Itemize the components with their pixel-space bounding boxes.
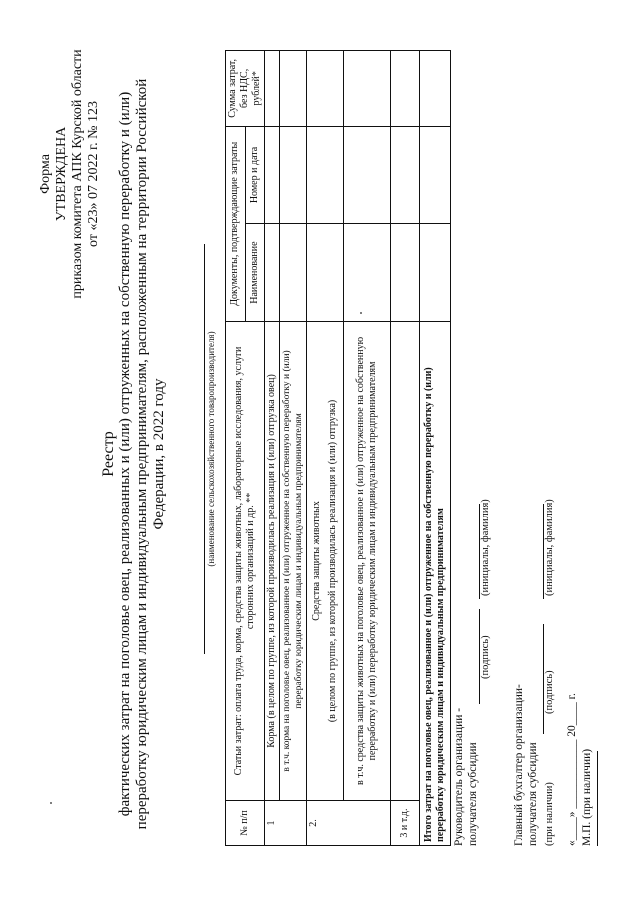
accountant-line-2: получателя субсидии	[527, 742, 539, 846]
cell-empty	[344, 126, 391, 224]
row-2a-text: в т.ч. средства защиты животных на поголовье овец, реализованное и (или) отгруженное на собственную переработку и (или) переработку юридическим лицам и индивидуальным предпринимателям	[344, 321, 391, 800]
seal-line	[597, 751, 598, 846]
head-sign-caption: (подпись)	[480, 635, 491, 679]
head-signature-label	[452, 708, 480, 846]
cell-empty	[391, 126, 420, 224]
date-line: «____» ____________ 20____ г.	[566, 693, 578, 846]
row-1a-text: в т.ч. корма на поголовье овец, реализованное и (или) отгруженное на собственную переработку и (или) переработку юридическим лицам и индивидуальным предпринимателям	[280, 321, 307, 800]
title-line-3: переработку юридическим лицам и индивидуальным предпринимателям, расположенным на территории Российской	[134, 78, 150, 830]
total-text: Итого затрат на поголовье овец, реализованное и (или) отгруженное на собственную переработку и (или) переработку юридическим лицам и индивидуальным предпринимателям	[420, 321, 451, 845]
accountant-signature-label	[512, 684, 540, 846]
header-sum: Сумма затрат, без НДС, рублей*	[226, 51, 265, 127]
cell-empty	[391, 224, 420, 322]
table-total-row	[420, 51, 451, 846]
row-1-text: Корма (в целом по группе, из которой производилась реализация и (или) отгрузка овец)	[265, 321, 280, 800]
seal-label: М.П. (при наличии)	[581, 748, 593, 846]
scan-speck	[360, 312, 362, 314]
header-doc-name: Наименование	[245, 224, 265, 322]
header-cost-items: Статьи затрат: оплата труда, корма, средства защиты животных, лабораторные исследования, услуги сторонних организаций и др. **	[226, 321, 265, 800]
approval-header	[38, 44, 102, 304]
table-row	[344, 51, 391, 846]
cell-empty	[307, 126, 344, 224]
head-line-2: получателя субсидии	[467, 742, 479, 846]
accountant-initials-caption: (инициалы, фамилия)	[544, 499, 555, 596]
row-1-num: 1	[265, 801, 307, 846]
title-line-2: фактических затрат на поголовье овец, реализованных и (или) отгруженных на собственную переработку и (или)	[117, 91, 133, 817]
cost-register-table	[225, 50, 451, 846]
organization-name-line	[204, 244, 205, 654]
cell-empty	[280, 224, 307, 322]
cell-empty	[420, 224, 451, 322]
row-2-text-line-2: (в целом по группе, из которой производилась реализация и (или) отгрузка)	[327, 399, 338, 723]
cell-empty	[391, 321, 420, 800]
accountant-if-any: (при наличии)	[544, 782, 555, 846]
table-row	[391, 51, 420, 846]
cell-empty	[344, 224, 391, 322]
row-2-num: 2.	[307, 801, 391, 846]
cell-empty	[420, 51, 451, 127]
header-documents: Документы, подтверждающие затраты	[226, 126, 246, 321]
cell-empty	[265, 224, 280, 322]
accountant-line-1: Главный бухгалтер организации-	[513, 684, 525, 846]
cell-empty	[280, 126, 307, 224]
organization-caption: (наименование сельскохозяйственного товаропроизводителя)	[206, 331, 216, 567]
cell-empty	[307, 224, 344, 322]
order-date: от «23» 07 2022 г. № 123	[86, 101, 101, 247]
head-initials-caption: (инициалы, фамилия)	[480, 499, 491, 596]
cell-empty	[420, 126, 451, 224]
cell-empty	[391, 51, 420, 127]
table-row	[307, 51, 344, 846]
row-3-num: 3 и т.д.	[391, 801, 420, 846]
scan-speck	[50, 802, 52, 804]
cell-empty	[280, 51, 307, 127]
form-label: Форма	[38, 154, 53, 194]
table-row	[280, 51, 307, 846]
row-2-text	[307, 321, 344, 800]
cell-empty	[307, 51, 344, 127]
header-doc-number-date: Номер и дата	[245, 126, 265, 224]
approved-label: УТВЕРЖДЕНА	[54, 126, 69, 222]
title-line-4: Федерации, в 2022 году	[151, 378, 167, 530]
accountant-sign-caption: (подпись)	[544, 670, 555, 714]
order-label: приказом комитета АПК Курской области	[70, 49, 85, 299]
cell-empty	[344, 51, 391, 127]
cell-empty	[265, 51, 280, 127]
cell-empty	[265, 126, 280, 224]
table-header-row	[226, 51, 246, 846]
header-num: № п/п	[226, 801, 265, 846]
head-line-1: Руководитель организации -	[453, 707, 465, 846]
document-title	[100, 64, 168, 844]
table-row	[265, 51, 280, 846]
title-line-1: Реестр	[100, 431, 117, 477]
row-2-text-line-1: Средства защиты животных	[311, 501, 322, 621]
